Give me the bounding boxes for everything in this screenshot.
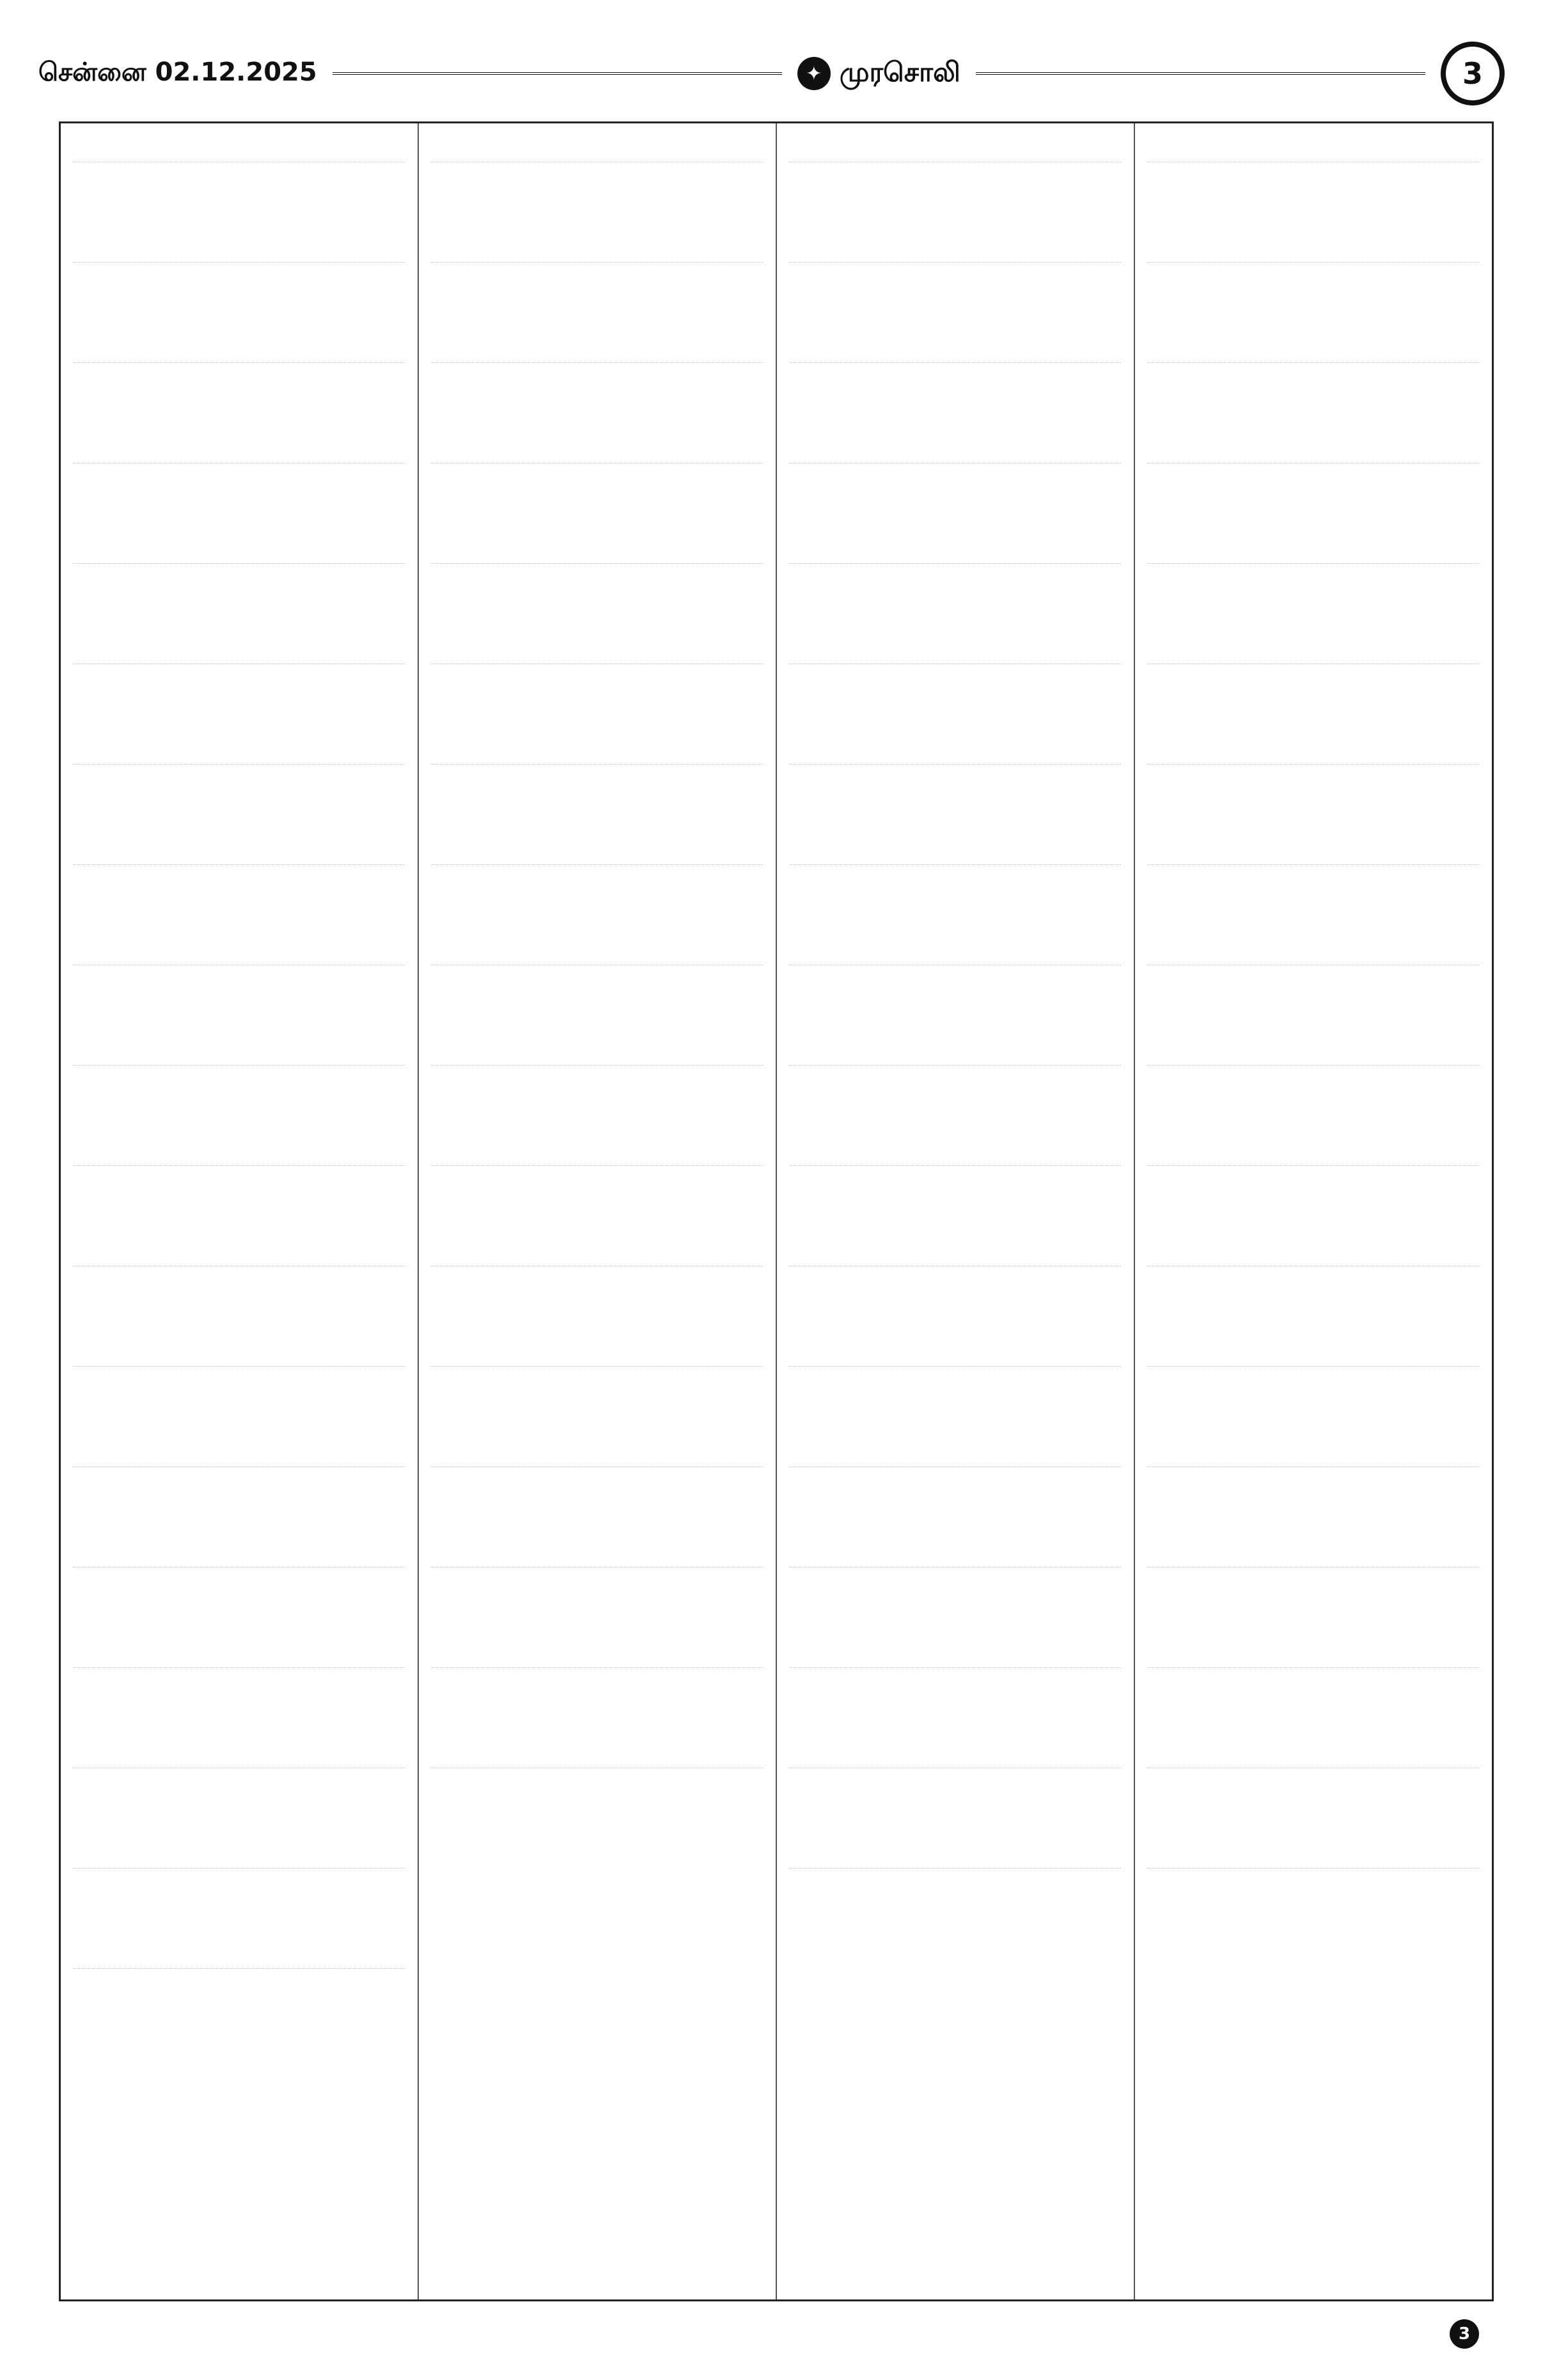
branch-section — [790, 1342, 1121, 1426]
branch-section — [790, 1241, 1121, 1325]
branch-section — [432, 1743, 763, 1827]
section-body — [432, 262, 763, 322]
branch-section — [1148, 1543, 1479, 1626]
section-title — [432, 137, 763, 155]
section-body — [432, 1266, 763, 1325]
section-title — [1148, 1543, 1479, 1560]
dateline: சென்னை 02.12.2025 — [38, 57, 317, 87]
section-body — [1148, 1266, 1479, 1325]
section-title — [74, 1643, 405, 1661]
section-title — [1148, 940, 1479, 958]
section-title — [432, 539, 763, 557]
section-title — [74, 338, 405, 356]
branch-section — [74, 1241, 405, 1325]
section-body — [1148, 1065, 1479, 1124]
branch-section — [1148, 1743, 1479, 1827]
section-body — [432, 1768, 763, 1827]
column-3 — [777, 123, 1135, 2299]
branch-section — [790, 439, 1121, 522]
section-title — [790, 539, 1121, 557]
section-body — [74, 1165, 405, 1225]
branch-section — [74, 840, 405, 924]
section-title — [1148, 238, 1479, 256]
branch-section — [1148, 1643, 1479, 1727]
section-title — [74, 940, 405, 958]
section-body — [790, 563, 1121, 623]
branch-section — [1148, 1241, 1479, 1325]
section-body — [432, 463, 763, 522]
section-body — [790, 1567, 1121, 1626]
section-body — [790, 1667, 1121, 1727]
branch-section — [790, 1543, 1121, 1626]
section-title — [74, 840, 405, 858]
section-title — [1148, 439, 1479, 456]
branch-section — [74, 539, 405, 623]
section-body — [1148, 1667, 1479, 1727]
newspaper-logo-icon: ✦ — [797, 57, 831, 90]
section-body — [74, 162, 405, 221]
section-title — [74, 539, 405, 557]
section-title — [790, 740, 1121, 758]
branch-section — [1148, 840, 1479, 924]
branch-section — [1148, 1342, 1479, 1426]
branch-section — [790, 940, 1121, 1024]
column-2 — [419, 123, 777, 2299]
section-body — [432, 664, 763, 723]
section-body — [790, 1266, 1121, 1325]
section-title — [1148, 539, 1479, 557]
branch-section — [1148, 539, 1479, 623]
masthead — [38, 45, 1505, 102]
branch-section — [432, 1643, 763, 1727]
section-body — [1148, 563, 1479, 623]
branch-section — [74, 1844, 405, 1927]
section-title — [790, 338, 1121, 356]
section-body — [432, 864, 763, 924]
section-body — [790, 1868, 1121, 1927]
branch-section — [432, 1141, 763, 1225]
section-title — [74, 1944, 405, 1962]
branch-section — [1148, 1041, 1479, 1124]
section-body — [74, 1768, 405, 1827]
branch-section — [432, 338, 763, 422]
branch-section — [432, 1342, 763, 1426]
section-title — [432, 439, 763, 456]
branch-section — [74, 639, 405, 723]
section-title — [1148, 1844, 1479, 1862]
section-body — [1148, 362, 1479, 422]
section-body — [1148, 864, 1479, 924]
section-body — [432, 965, 763, 1024]
branch-section — [1148, 1442, 1479, 1526]
branch-section — [74, 1643, 405, 1727]
branch-section — [432, 940, 763, 1024]
branch-section — [74, 338, 405, 422]
section-body — [1148, 463, 1479, 522]
section-title — [790, 1543, 1121, 1560]
section-title — [790, 1442, 1121, 1460]
section-body — [1148, 1366, 1479, 1426]
newspaper-name — [797, 56, 960, 91]
section-title — [790, 1844, 1121, 1862]
branch-section — [790, 338, 1121, 422]
section-title — [1148, 338, 1479, 356]
section-body — [74, 864, 405, 924]
branch-section — [74, 238, 405, 322]
section-title — [74, 1141, 405, 1159]
branch-section — [432, 539, 763, 623]
branch-section — [74, 1342, 405, 1426]
branch-section — [432, 1442, 763, 1526]
section-body — [790, 262, 1121, 322]
section-body — [74, 1065, 405, 1124]
section-body — [1148, 664, 1479, 723]
section-body — [74, 1667, 405, 1727]
section-body — [1148, 1165, 1479, 1225]
branch-section — [790, 840, 1121, 924]
section-body — [1148, 1768, 1479, 1827]
section-title — [432, 639, 763, 657]
section-title — [432, 1041, 763, 1059]
section-title — [1148, 840, 1479, 858]
branch-section — [432, 1041, 763, 1124]
masthead-rule — [333, 72, 782, 75]
section-body — [74, 563, 405, 623]
section-title — [790, 1643, 1121, 1661]
newspaper-title: முரசொலி — [839, 56, 960, 88]
section-body — [74, 965, 405, 1024]
branch-section — [1148, 740, 1479, 823]
branch-section — [74, 439, 405, 522]
branch-section — [74, 137, 405, 221]
section-body — [74, 1868, 405, 1927]
section-title — [432, 1342, 763, 1360]
section-title — [74, 1041, 405, 1059]
branch-section — [1148, 137, 1479, 221]
section-title — [74, 238, 405, 256]
section-body — [790, 1366, 1121, 1426]
section-title — [790, 840, 1121, 858]
branch-section — [1148, 1844, 1479, 1927]
section-body — [74, 1968, 405, 2028]
section-body — [74, 1366, 405, 1426]
branch-section — [432, 238, 763, 322]
section-title — [74, 439, 405, 456]
branch-section — [74, 1442, 405, 1526]
section-title — [432, 940, 763, 958]
branch-section — [432, 639, 763, 723]
section-title — [1148, 1442, 1479, 1460]
section-title — [432, 1543, 763, 1560]
section-body — [74, 1466, 405, 1526]
section-title — [790, 1141, 1121, 1159]
branch-section — [790, 1844, 1121, 1927]
branch-section — [790, 137, 1121, 221]
section-body — [432, 1567, 763, 1626]
section-body — [432, 1466, 763, 1526]
branch-section — [1148, 639, 1479, 723]
section-title — [1148, 1643, 1479, 1661]
section-title — [74, 740, 405, 758]
section-title — [790, 1041, 1121, 1059]
section-body — [74, 664, 405, 723]
section-body — [1148, 1868, 1479, 1927]
section-title — [74, 1241, 405, 1259]
section-title — [1148, 1743, 1479, 1761]
branch-section — [74, 1041, 405, 1124]
section-body — [1148, 262, 1479, 322]
branch-section — [432, 1241, 763, 1325]
section-body — [74, 362, 405, 422]
section-title — [790, 439, 1121, 456]
section-title — [790, 1743, 1121, 1761]
section-title — [432, 238, 763, 256]
branch-section — [1148, 238, 1479, 322]
section-body — [790, 1065, 1121, 1124]
column-4 — [1135, 123, 1492, 2299]
branch-section — [432, 439, 763, 522]
section-body — [1148, 162, 1479, 221]
section-body — [790, 1466, 1121, 1526]
section-title — [1148, 740, 1479, 758]
section-title — [790, 1241, 1121, 1259]
masthead-rule-right — [976, 72, 1425, 75]
section-title — [1148, 1241, 1479, 1259]
page-number-badge: 3 — [1441, 42, 1505, 105]
section-title — [74, 1844, 405, 1862]
branch-section — [432, 840, 763, 924]
branch-section — [790, 238, 1121, 322]
branch-section — [74, 1944, 405, 2028]
section-body — [790, 864, 1121, 924]
section-body — [790, 764, 1121, 823]
section-body — [432, 764, 763, 823]
section-title — [74, 639, 405, 657]
section-title — [432, 740, 763, 758]
section-title — [1148, 1141, 1479, 1159]
section-body — [1148, 965, 1479, 1024]
branch-section — [432, 1543, 763, 1626]
section-title — [74, 1342, 405, 1360]
branch-section — [74, 740, 405, 823]
section-title — [790, 238, 1121, 256]
section-body — [432, 362, 763, 422]
branch-section — [74, 1543, 405, 1626]
section-body — [432, 1065, 763, 1124]
section-title — [1148, 1342, 1479, 1360]
section-body — [790, 362, 1121, 422]
section-body — [790, 965, 1121, 1024]
branch-section — [790, 539, 1121, 623]
section-title — [432, 1141, 763, 1159]
branch-section — [790, 1442, 1121, 1526]
section-body — [432, 1366, 763, 1426]
section-body — [74, 764, 405, 823]
branch-section — [790, 1041, 1121, 1124]
branch-section — [790, 1643, 1121, 1727]
section-title — [74, 137, 405, 155]
section-body — [1148, 764, 1479, 823]
section-body — [74, 1567, 405, 1626]
branch-section — [1148, 1141, 1479, 1225]
section-title — [790, 137, 1121, 155]
section-body — [74, 463, 405, 522]
section-title — [1148, 639, 1479, 657]
branch-section — [790, 740, 1121, 823]
branch-section — [74, 1141, 405, 1225]
section-title — [790, 940, 1121, 958]
section-title — [432, 338, 763, 356]
section-title — [432, 1241, 763, 1259]
section-title — [432, 1743, 763, 1761]
section-body — [790, 1768, 1121, 1827]
branch-section — [74, 1743, 405, 1827]
section-body — [790, 664, 1121, 723]
branch-section — [790, 1743, 1121, 1827]
branch-section — [790, 639, 1121, 723]
branch-section — [790, 1141, 1121, 1225]
branch-section — [74, 940, 405, 1024]
section-title — [1148, 1041, 1479, 1059]
branch-section — [432, 740, 763, 823]
section-body — [432, 1165, 763, 1225]
section-body — [790, 1165, 1121, 1225]
section-title — [432, 840, 763, 858]
section-title — [790, 1342, 1121, 1360]
section-body — [1148, 1567, 1479, 1626]
section-body — [432, 1667, 763, 1727]
column-1 — [61, 123, 419, 2299]
section-title — [432, 1442, 763, 1460]
branch-section — [1148, 940, 1479, 1024]
footer-page-number: 3 — [1450, 2319, 1479, 2349]
section-body — [790, 162, 1121, 221]
section-title — [74, 1543, 405, 1560]
section-body — [432, 162, 763, 221]
section-title — [790, 639, 1121, 657]
section-title — [432, 1643, 763, 1661]
article-frame — [59, 121, 1494, 2301]
section-body — [432, 563, 763, 623]
section-title — [74, 1442, 405, 1460]
section-title — [1148, 137, 1479, 155]
section-body — [74, 1266, 405, 1325]
branch-section — [432, 137, 763, 221]
section-body — [74, 262, 405, 322]
section-title — [74, 1743, 405, 1761]
branch-section — [1148, 338, 1479, 422]
section-body — [1148, 1466, 1479, 1526]
branch-section — [1148, 439, 1479, 522]
section-body — [790, 463, 1121, 522]
